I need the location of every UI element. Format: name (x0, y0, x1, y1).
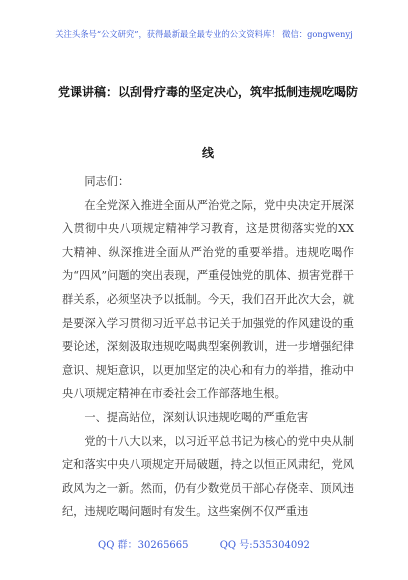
header-banner: 关注头条号“公文研究”，获得最新最全最专业的公文资料库！ 微信：gongwenyj (55, 29, 353, 39)
salutation: 同志们： (84, 175, 130, 188)
footer-qq-number: QQ 号:535304092 (219, 540, 310, 551)
title-line-2: 线 (201, 146, 214, 160)
footer-contact (0, 536, 408, 551)
document-body (62, 170, 354, 524)
section-heading: 一、提高站位，深刻认识违规吃喝的严重危害 (84, 410, 309, 424)
footer-qq-group: QQ 群：30265665 (98, 540, 189, 551)
paragraph: 党的十八大以来，以习近平总书记为核心的党中央从制定和落实中央八项规定开局破题，持之以恒正风肃纪，党风政风为之一新。然而，仍有少数党员干部心存侥幸、顶风违纪，违规吃喝问题时有发生。这些案例不仅严重违 (62, 434, 354, 519)
title-line-1: 党课讲稿：以刮骨疗毒的坚定决心，筑牢抵制违规吃喝防 (58, 85, 359, 99)
document-title (58, 62, 358, 184)
paragraph: 在全党深入推进全面从严治党之际，党中央决定开展深入贯彻中央八项规定精神学习教育，这是贯彻落实党的XX大精神、纵深推进全面从严治党的重要举措。违规吃喝作为“四风”问题的突出表现，严重侵蚀党的肌体、损害党群干群关系，必须坚决予以抵制。今天，我们召开此次大会，就是要深入学习贯彻习近平总书记关于加强党的作风建设的重要论述，深刻汲取违规吃喝典型案例教训，进一步增强纪律意识、规矩意识，以更加坚定的决心和有力的举措，推动中央八项规定精神在市委社会工作部落地生根。 (62, 198, 354, 401)
